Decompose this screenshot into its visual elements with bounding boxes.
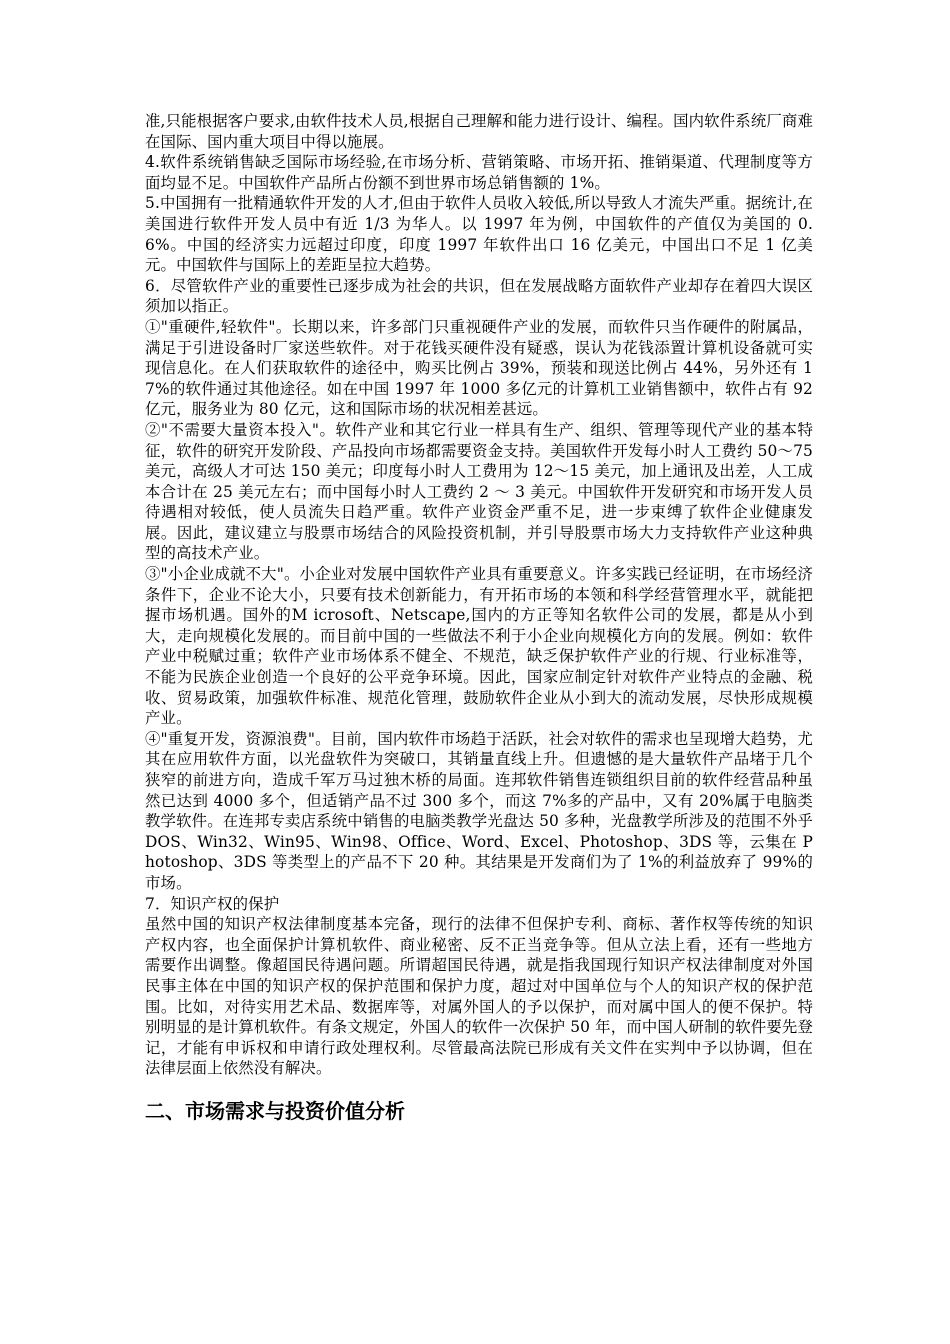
paragraph-item-6: 6．尽管软件产业的重要性已逐步成为社会的共识，但在发展战略方面软件产业却存在着四大误区须加以指正。 bbox=[145, 276, 813, 316]
paragraph-misconception-2: ②"不需要大量资本投入"。软件产业和其它行业一样具有生产、组织、管理等现代产业的基本特征，软件的研究开发阶段、产品投向市场都需要资金支持。美国软件开发每小时人工费约 50～75 美元，高级人才可达 150 美元；印度每小时人工费用为 12～15 美元，加上通讯及出差，人工成本合计在 25 美元左右；而中国每小时人工费约 2 ～ 3 美元。中国软件开发研究和市场开发人员待遇相对较低，使人员流失日趋严重。软件产业资金严重不足，进一步束缚了软件企业健康发展。因此，建议建立与股票市场结合的风险投资机制，并引导股票市场大力支持软件产业这种典型的高技术产业。 bbox=[145, 420, 813, 563]
paragraph-misconception-3: ③"小企业成就不大"。小企业对发展中国软件产业具有重要意义。许多实践已经证明，在市场经济条件下，企业不论大小，只要有技术创新能力，有开拓市场的本领和科学经营管理水平，就能把握市场机遇。国外的M icrosoft、Netscape,国内的方正等知名软件公司的发展，都是从小到大，走向规模化发展的。而目前中国的一些做法不利于小企业向规模化方向的发展。例如：软件产业中税赋过重；软件产业市场体系不健全、不规范，缺乏保护软件产业的行规、行业标准等，不能为民族企业创造一个良好的公平竞争环境。因此，国家应制定针对软件产业特点的金融、税收、贸易政策，加强软件标准、规范化管理，鼓励软件企业从小到大的流动发展，尽快形成规模产业。 bbox=[145, 565, 813, 728]
document-page bbox=[145, 111, 813, 1131]
paragraph-item-4: 4.软件系统销售缺乏国际市场经验,在市场分析、营销策略、市场开拓、推销渠道、代理制度等方面均显不足。中国软件产品所占份额不到世界市场总销售额的 1%。 bbox=[145, 153, 813, 192]
paragraph-item-7-title: 7．知识产权的保护 bbox=[145, 894, 280, 913]
paragraph-misconception-4: ④"重复开发，资源浪费"。目前，国内软件市场趋于活跃，社会对软件的需求也呈现增大趋势，尤其在应用软件方面，以光盘软件为突破口，其销量直线上升。但遗憾的是大量软件产品堵于几个狭窄的前进方向，造成千军万马过独木桥的局面。连邦软件销售连锁组织目前的软件经营品种虽然已达到 4000 多个，但适销产品不过 300 多个，而这 7%多的产品中，又有 20%属于电脑类教学软件。在连邦专卖店系统中销售的电脑类教学光盘达 50 多种，光盘教学所涉及的范围不外乎 DOS、Win32、Win95、Win98、Office、Word、Excel、Photoshop、3DS 等，云集在 Photoshop、3DS 等类型上的产品不下 20 种。其结果是开发商们为了 1%的利益放弃了 99%的市场。 bbox=[145, 729, 813, 892]
paragraph-misconception-1: ①"重硬件,轻软件"。长期以来，许多部门只重视硬件产业的发展，而软件只当作硬件的附属品，满足于引进设备时厂家送些软件。对于花钱买硬件没有疑惑，误认为花钱添置计算机设备就可实现信息化。在人们获取软件的途径中，购买比例占 39%，预装和现送比例占 44%，另外还有 17%的软件通过其他途径。如在中国 1997 年 1000 多亿元的计算机工业销售额中，软件占有 92 亿元，服务业为 80 亿元，这和国际市场的状况相差甚远。 bbox=[145, 317, 813, 419]
section-heading: 二、市场需求与投资价值分析 bbox=[145, 1098, 405, 1123]
paragraph-continuation: 准,只能根据客户要求,由软件技术人员,根据自己理解和能力进行设计、编程。国内软件系统厂商难在国际、国内重大项目中得以施展。 bbox=[145, 112, 813, 151]
paragraph-ip-protection: 虽然中国的知识产权法律制度基本完备，现行的法律不但保护专利、商标、著作权等传统的知识产权内容，也全面保护计算机软件、商业秘密、反不正当竞争等。但从立法上看，还有一些地方需要作出调整。像超国民待遇问题。所谓超国民待遇，就是指我国现行知识产权法律制度对外国民事主体在中国的知识产权的保护范围和保护力度，超过对中国单位与个人的知识产权的保护范围。比如，对待实用艺术品、数据库等，对属外国人的予以保护，而对属中国人的便不保护。特别明显的是计算机软件。有条文规定，外国人的软件一次保护 50 年，而中国人研制的软件要先登记，才能有申诉权和申请行政处理权利。尽管最高法院已形成有关文件在实判中予以协调，但在法律层面上依然没有解决。 bbox=[145, 915, 813, 1078]
paragraph-item-5: 5.中国拥有一批精通软件开发的人才,但由于软件人员收入较低,所以导致人才流失严重。据统计,在美国进行软件开发人员中有近 1/3 为华人。以 1997 年为例，中国软件的产值仅为美国的 0.6%。中国的经济实力远超过印度，印度 1997 年软件出口 16 亿美元，中国出口不足 1 亿美元。中国软件与国际上的差距呈拉大趋势。 bbox=[145, 194, 813, 275]
